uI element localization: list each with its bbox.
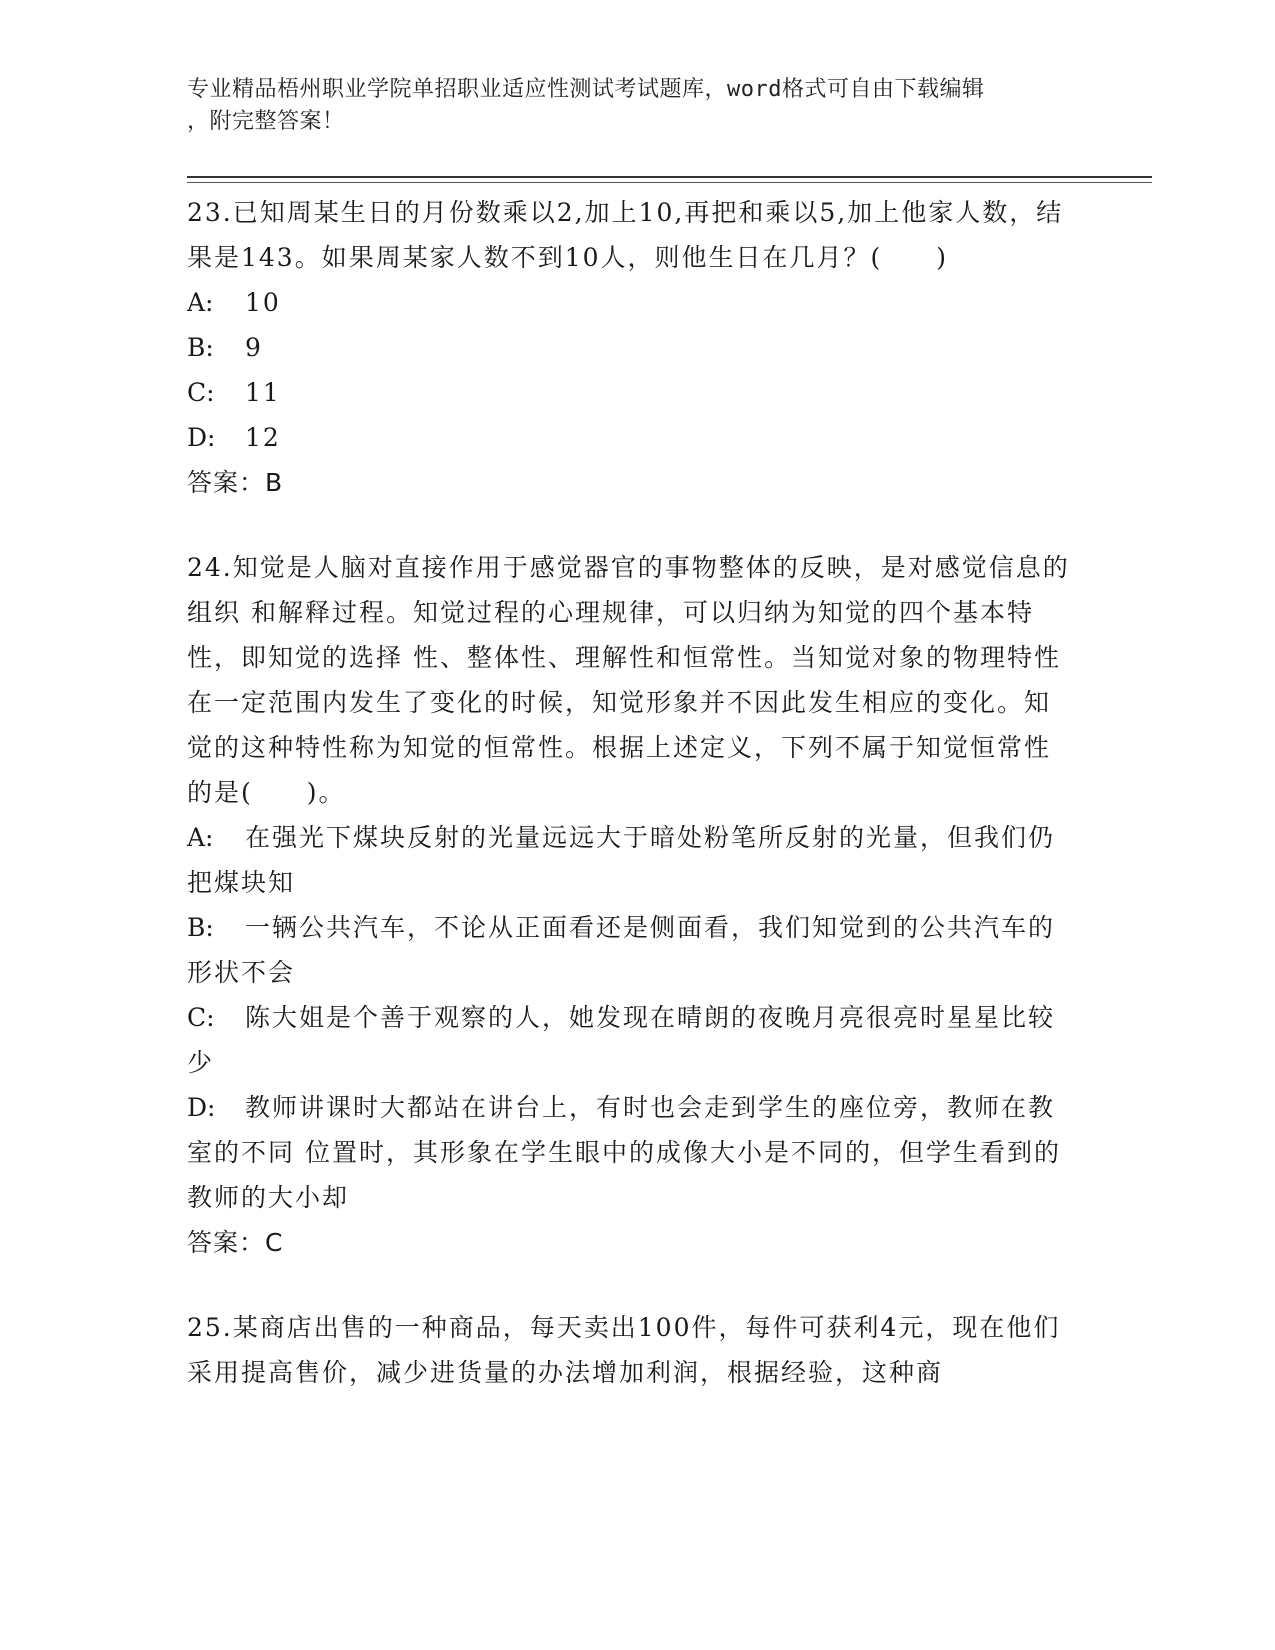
question-text: 25.某商店出售的一种商品，每天卖出100件，每件可获利4元，现在他们采用提高售价，减少进货量的办法增加利润，根据经验，这种商	[187, 1313, 1061, 1387]
option-text: 教师讲课时大都站在讲台上，有时也会走到学生的座位旁，教师在教室的不同 位置时，其形象在学生眼中的成像大小是不同的，但学生看到的教师的大小却	[187, 1093, 1061, 1212]
option-text: 11	[245, 378, 281, 407]
header-rule-thick	[187, 176, 1152, 178]
option-b	[187, 325, 1077, 370]
question-spacer	[187, 505, 1077, 545]
answer-label: 答案：B	[187, 468, 284, 497]
question-23	[187, 190, 1077, 505]
header-line-1: 专业精品梧州职业学院单招职业适应性测试考试题库，word格式可自由下载编辑	[187, 77, 985, 102]
question-spacer	[187, 1265, 1077, 1305]
option-key: D:	[187, 423, 216, 452]
option-key: A:	[187, 823, 214, 852]
question-list	[187, 190, 1077, 1395]
header-line-2: ，附完整答案！	[187, 109, 345, 134]
option-d	[187, 415, 1077, 460]
option-text: 9	[245, 333, 263, 362]
option-key: D:	[187, 1093, 216, 1122]
option-a	[187, 280, 1077, 325]
question-25	[187, 1305, 1077, 1395]
question-text: 23.已知周某生日的月份数乘以2,加上10,再把和乘以5,加上他家人数，结果是143。如果周某家人数不到10人，则他生日在几月？( )	[187, 198, 1064, 272]
option-text: 在强光下煤块反射的光量远远大于暗处粉笔所反射的光量，但我们仍把煤块知	[187, 823, 1056, 897]
option-text: 一辆公共汽车，不论从正面看还是侧面看，我们知觉到的公共汽车的形状不会	[187, 913, 1056, 987]
answer-label: 答案：C	[187, 1228, 284, 1257]
option-d	[187, 1085, 1077, 1220]
option-text: 陈大姐是个善于观察的人，她发现在晴朗的夜晚月亮很亮时星星比较少	[187, 1003, 1056, 1077]
option-c	[187, 995, 1077, 1085]
option-key: B:	[187, 913, 214, 942]
option-key: C:	[187, 1003, 215, 1032]
option-text: 12	[245, 423, 281, 452]
option-a	[187, 815, 1077, 905]
header-rule-thin	[187, 182, 1152, 183]
option-c	[187, 370, 1077, 415]
question-text: 24.知觉是人脑对直接作用于感觉器官的事物整体的反映，是对感觉信息的组织 和解释过程。知觉过程的心理规律，可以归纳为知觉的四个基本特性，即知觉的选择 性、整体性、理解性和恒常性。当知觉对象的物理特性在一定范围内发生了变化的时候，知觉形象并不因此发生相应的变化。知觉的这种特性称为知觉的恒常性。根据上述定义，下列不属于知觉恒常性的是( )。	[187, 553, 1070, 807]
page-header	[187, 74, 1067, 138]
option-b	[187, 905, 1077, 995]
question-24	[187, 545, 1077, 1265]
option-text: 10	[245, 288, 281, 317]
option-key: B:	[187, 333, 214, 362]
option-key: A:	[187, 288, 214, 317]
option-key: C:	[187, 378, 215, 407]
